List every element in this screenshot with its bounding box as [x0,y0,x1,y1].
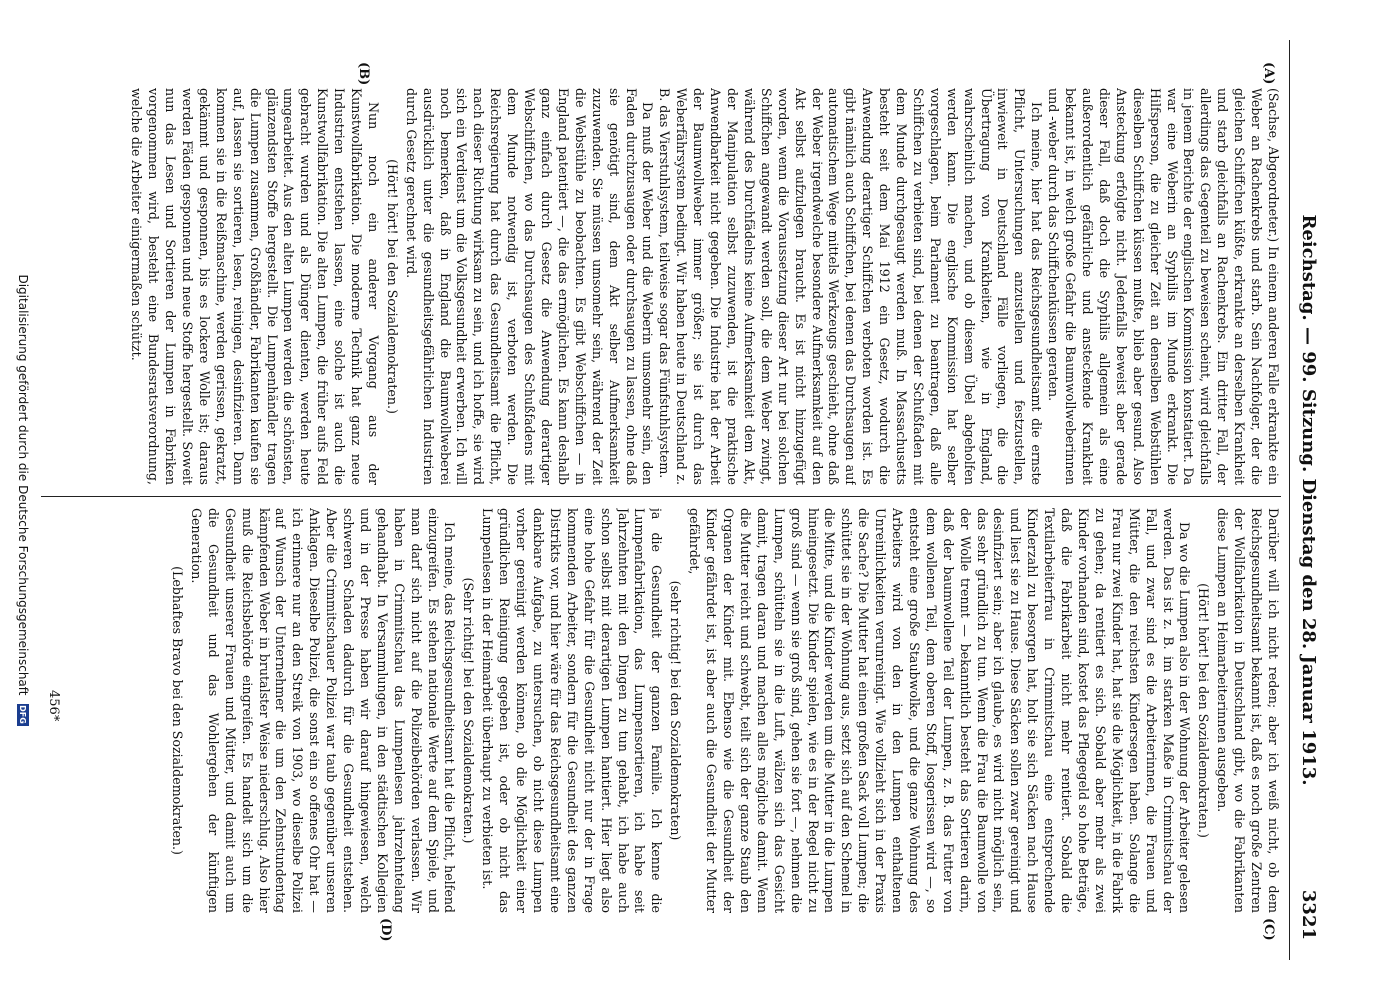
margin-marker-b: (B) [356,62,371,86]
dfg-logo-icon: DFG [18,705,28,724]
right-column [66,508,1281,913]
margin-marker-c: (C) [1261,918,1276,941]
interjection: (Hört! hört! bei den Sozialdemokraten.) [384,159,400,414]
interjection: (Hört! hört! bei den Sozialdemokraten.) [1196,583,1212,838]
margin-marker-d: (D) [378,918,393,942]
margin-marker-a: (A) [1261,62,1276,85]
digitization-text: Digitalisierung gefördert durch die Deutsche Forschungsgemeinschaft [16,274,30,696]
left-column [41,88,1281,485]
paragraph: Darüber will ich nicht reden; aber ich weiß nicht, ob dem Reichsgesundheitsamt bekannt ist, daß es noch große Zentren der Wollfabrikation in Deutschland gibt, wo die Fabrikanten diese Lumpen an Heimarbeiterinnen ausgeben. [1215,508,1281,913]
interjection: (sehr richtig! bei den Sozialdemokraten) [668,580,684,841]
page-number: 3321 [1298,889,1320,940]
paragraph: (Sachse, Abgeordneter.) In einem anderen Falle erkrankte ein Weber an Rachenkrebs und starb. Sein Nachfolger, der die gleichen Schiffchen küßte, erkrankte an derselben Krankheit und starb gleichfalls an Rachenkrebs. Ein dritter Fall, der allerdings das Gegenteil zu beweisen scheint, wird gleichfalls in jenem Berichte der englischen Kommission konstatiert. Da war eine Weberin an Syphilis im Munde erkrankt. Die Hilfsperson, die zu gleicher Zeit an denselben Webstühlen dieselben Schiffchen küssen mußte, blieb aber gesund. Also Ansteckung erfolgte nicht. Jedenfalls beweist aber gerade dieser Fall, daß doch die Syphilis allgemein als eine außerordentlich gefährliche und ansteckende Krankheit bekannt ist, in welch große Gefahr die Baumwollweberinnen und -weber durch das Schiffchenküssen geraten. [1046,88,1281,485]
header-rule [1289,40,1290,960]
page-title: Reichstag. — 99. Sitzung. Dienstag den 28. Januar 1913. [1298,214,1320,786]
paragraph: ja die Gesundheit der ganzen Familie. Ich kenne die Lumpenfabrikation, das Lumpensortieren, ich habe seit Jahrzehnten mit den Dingen zu tun gehabt, ich habe auch schon selbst mit derartigen Lumpen hantiert. Hier liegt also eine hohe Gefahr für die Gesundheit nicht nur der in Frage kommenden Arbeiter, sondern für die Gesundheit des ganzen Distrikts vor, und hier wäre für das Reichsgesundheitsamt eine dankbare Aufgabe, zu untersuchen, ob nicht diese Lumpen vorher gereinigt werden können, ob die Möglichkeit einer gründlichen Reinigung gegeben ist, oder ob nicht das Lumpenlesen in der Heimarbeit überhaupt zu verbieten ist. [480,508,665,913]
paragraph: Ich meine, hier hat das Reichsgesundheitsamt die ernste Pflicht, Untersuchungen anzustellen und festzustellen, inwieweit in Deutschland Fälle vorliegen, die die Übertragung von Krankheiten, wie in England, wahrscheinlich machen, und ob diesem Übel abgeholfen werden kann. Die englische Kommission hat selber vorgeschlagen, beim Parlament zu beantragen, daß alle Schiffchen zu verbieten sind, bei denen der Schußfaden mit dem Munde durchgesaugt werden muß. In Massachusetts besteht seit dem Mai 1912 ein Gesetz, wodurch die Anwendung derartiger Schiffchen verboten worden ist. Es gibt nämlich auch Schiffchen, bei denen das Durchsaugen auf automatischem Wege mittels Werkzeugs geschieht, ohne daß der Weber irgendwelche besondere Aufmerksamkeit auf den Akt selbst aufzulegen braucht. Es ist nicht hinzugefügt worden, wenn die Voraussetzung dieser Art nur bei solchen Schiffchen angewandt werden soll, die dem Weber zwingt, während des Durchfädelns keine Aufmerksamkeit dem Akt, der Manipulation selbst zuzuwenden, ist die praktische Anwendbarkeit nicht gegeben. Die Industrie hat der Arbeit der Baumwollweber immer größer; sie ist durch das Weberfährsystem bedingt. Wir haben heute in Deutschland z. B. das Vierstuhlsystem, teilweise sogar das Fünfstuhlsystem. [657,88,1045,485]
page-header [1295,40,1323,960]
interjection: (Sehr richtig! bei den Sozialdemokraten.) [461,577,477,844]
paragraph: Da wo die Lumpen also in der Wohnung der Arbeiter gelesen werden. Das ist z. B. im starken Maße in Crimmitschau der Fall, und zwar sind es die Arbeiterinnen, die Frauen und Mütter, die den reichsten Kindersegen haben. Solange die Frau nur zwei Kinder hat, hat sie die Möglichkeit, in die Fabrik zu gehen; da rentiert es sich. Sobald aber mehr als zwei Kinder vorhanden sind, kostet das Pflegegeld so hohe Beträge, daß die Fabrikarbeit nicht mehr rentiert. Sobald die Textilarbeiterfrau in Crimmitschau eine entsprechende Kinderzahl zu besorgen hat, holt sie sich Säcken nach Hause und liest sie zu Hause. Diese Säcken sollen zwar gereinigt und desinfiziert sein; aber ich glaube, es wird nicht möglich sein, das sehr gründlich zu tun. Wenn die Frau die Baumwolle von der Wolle trennt — bekanntlich besteht das Sortieren darin, daß der baumwollene Teil der Lumpen, z. B. das Futter von dem wollenen Teil, dem oberen Stoff, losgerissen wird —, so entsteht eine große Staubwolke, und die ganze Wohnung des Arbeiters wird von den in den Lumpen enthaltenen Unreinlichkeiten verunreinigt. Wie vollzieht sich in der Praxis die Sache? Die Mutter hat einen großen Sack voll Lumpen; die schüttet sie in der Wohnung aus, setzt sich auf den Schemel in die Mitte, und die Kinder werden um die Mutter in die Lumpen hineingesetzt. Die Kinder spielen, wie es in der Regel nicht zu groß sind — wenn sie groß sind, gehen sie fort —, nehmen die Lumpen, schütteln sie in die Luft, wälzen sich das Gesicht damit, tragen daran und machen alles mögliche damit. Wenn die Mutter reicht und schwebt, teilt sich der ganze Staub den Organen der Kinder mit. Ebenso wie die Gesundheit der Kinder gefährdet ist, ist aber auch die Gesundheit der Mutter gefährdet, [687,508,1193,913]
interjection: (Lebhaftes Bravo bei den Sozialdemokraten.) [170,566,185,855]
sheet-signature: 456* [46,690,61,722]
paragraph: Da muß der Weber und die Weberin umsomehr sein, den Faden durchzusaugen oder durchsaugen zu lassen, ohne daß sie genötigt sind, dem Akt selber Aufmerksamkeit zuzuwenden. Sie müssen umsomehr sein, während der Zeit die Webstühle zu beobachten. Es gibt Webschiffchen — in England patentiert —, die das ermöglichen. Es kann deshalb ganz einfach durch Gesetz die Anwendung derartiger Webschiffchen, wo das Durchsaugen des Schußfadens mit dem Munde notwendig ist, verboten werden. Die Reichsregierung hat durch das Gesundheitsamt die Pflicht, nach dieser Richtung wirksam zu sein, und ich hoffe, sie wird sich ein Verdienst um die Volksgesundheit erwerben. Ich will noch bemerken, daß in England die Baumwollweberei ausdrücklich unter die gesundheitsgefährlichen Industrien durch Gesetz gerechnet wird. [403,88,656,485]
paragraph: Nun noch ein anderer Vorgang aus der Kunstwollfabrikation. Die moderne Technik hat ganz neue Industrien entstehen lassen, eine solche ist auch die Kunstwollfabrikation. Die alten Lumpen, die früher aufs Feld gebracht wurden und als Dünger dienten, werden heute umgearbeitet. Aus den alten Lumpen werden die schönsten, glänzendsten Stoffe hergestellt. Die Lumpenhändler tragen die Lumpen zusammen, Großhändler, Fabrikanten kaufen sie auf, lassen sie sortieren, lesen, reinigen, desinfizieren. Dann kommen sie in die Reißmaschine, werden gerissen, gekratzt, gekämmt und gesponnen, bis es lockere Wolle ist; daraus werden Fäden gesponnen und neue Stoffe hergestellt. Soweit nun das Lesen und Sortieren der Lumpen in Fabriken vorgenommen wird, besteht eine Bundesratsverordnung, welche die Arbeiter einigermaßen schützt. [129,88,381,485]
paragraph: Ich meine, das Reichsgesundheitsamt hat die Pflicht, helfend einzugreifen. Es stehen nationale Werte auf dem Spiele, und man darf sich nicht auf die Polizeibehörden verlassen. Wir haben in Crimmitschau das Lumpenlesen jahrzehntelang gehandhabt. In Versammlungen, in den städtischen Kollegien und in der Presse haben wir darauf hingewiesen, welch schweren Schaden dadurch für die Gesundheit entstehen. Aber die Crimmitschauer Polizei war taub gegenüber unseren Anklagen. Dieselbe Polizei, die sonst ein so offenes Ohr hat — ich erinnere nur an den Streik von 1903, wo dieselbe Polizei auf Wunsch der Unternehmer die um den Zehnstundentag kämpfenden Weber in brutalster Weise niederschlug. Also hier muß die Reichsbehörde eingreifen. Es handelt sich um die Gesundheit unserer Frauen und Mütter, und damit auch um die Gesundheit und das Wohlergehen der künftigen Generation. [188,508,458,913]
digitization-note [8,0,38,1000]
column-divider [41,496,1281,497]
